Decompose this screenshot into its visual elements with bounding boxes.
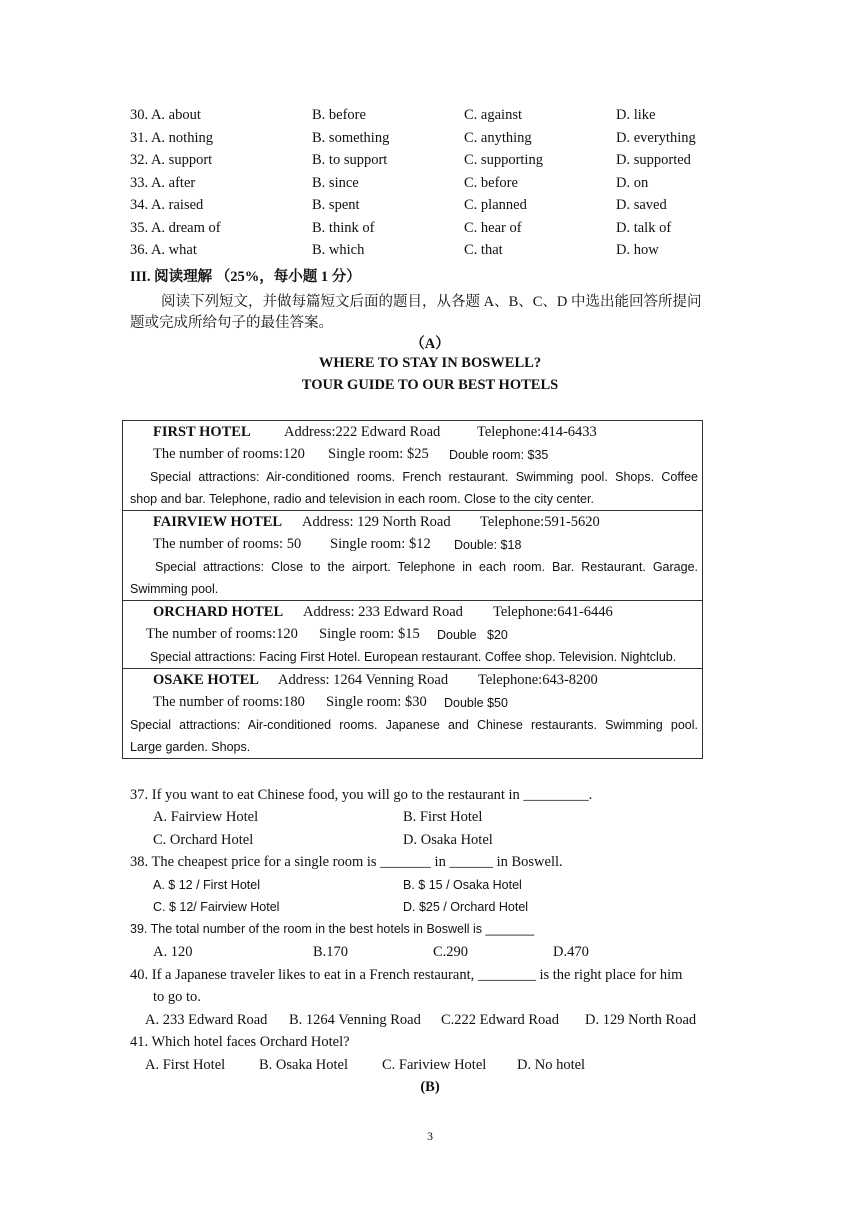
hotel-attractions-cont: Large garden. Shops.	[130, 740, 251, 754]
hotel-telephone: Telephone:414-6433	[477, 424, 597, 440]
question-39: 39. The total number of the room in the best hotels in Boswell is _______	[130, 922, 535, 936]
hotel-rooms: The number of rooms: 50	[153, 536, 302, 552]
q39-option-d: D.470	[553, 944, 589, 960]
option-a: 30. A. about	[130, 107, 201, 123]
option-c: C. that	[464, 242, 503, 258]
hotel-cell-osake	[123, 669, 703, 759]
option-c: C. hear of	[464, 220, 522, 236]
q40-option-b: B. 1264 Venning Road	[289, 1012, 421, 1028]
q41-option-a: A. First Hotel	[145, 1057, 226, 1073]
q38-option-b: B. $ 15 / Osaka Hotel	[403, 878, 522, 892]
question-40: 40. If a Japanese traveler likes to eat in a French restaurant, ________ is the right place for him	[130, 967, 683, 983]
q37-option-b: B. First Hotel	[403, 809, 483, 825]
hotel-address: Address: 129 North Road	[302, 514, 451, 530]
hotel-single: Single room: $12	[330, 536, 431, 552]
hotel-single: Single room: $30	[326, 694, 427, 710]
option-a: 36. A. what	[130, 242, 197, 258]
option-a: 31. A. nothing	[130, 130, 213, 146]
hotel-telephone: Telephone:591-5620	[480, 514, 600, 530]
option-c: C. supporting	[464, 152, 543, 168]
q39-option-a: A. 120	[153, 944, 193, 960]
q40-option-d: D. 129 North Road	[585, 1012, 697, 1028]
hotel-attractions: Special attractions: Close to the airport. Telephone in each room. Bar. Restaurant. Garage.	[155, 560, 698, 574]
passage-title: WHERE TO STAY IN BOSWELL?	[318, 355, 542, 371]
section-instruction-cont: 题或完成所给句子的最佳答案。	[130, 315, 333, 331]
question-40-cont: to go to.	[153, 989, 201, 1005]
option-row	[130, 242, 730, 264]
option-b: B. which	[312, 242, 365, 258]
option-row	[130, 152, 730, 174]
hotel-rooms: The number of rooms:120	[153, 446, 305, 462]
hotel-name: ORCHARD HOTEL	[153, 604, 284, 620]
option-c: C. planned	[464, 197, 527, 213]
option-b: B. think of	[312, 220, 375, 236]
option-d: D. like	[616, 107, 656, 123]
hotel-rooms: The number of rooms:120	[146, 626, 298, 642]
q40-option-c: C.222 Edward Road	[441, 1012, 559, 1028]
question-41: 41. Which hotel faces Orchard Hotel?	[130, 1034, 350, 1050]
section-instruction: 阅读下列短文，并做每篇短文后面的题目，从各题 A、B、C、D 中选出能回答所提问	[161, 294, 702, 310]
hotel-attractions-cont: shop and bar. Telephone, radio and television in each room. Close to the city center.	[130, 492, 594, 506]
section-title: III. 阅读理解 （25%，每小题 1 分）	[130, 269, 361, 285]
option-a: 34. A. raised	[130, 197, 204, 213]
option-d: D. everything	[616, 130, 696, 146]
q39-option-c: C.290	[433, 944, 469, 960]
q38-option-d: D. $25 / Orchard Hotel	[403, 900, 529, 914]
hotel-address: Address: 233 Edward Road	[303, 604, 463, 620]
hotel-rooms: The number of rooms:180	[153, 694, 305, 710]
option-d: D. saved	[616, 197, 667, 213]
option-row	[130, 197, 730, 219]
hotel-address: Address:222 Edward Road	[284, 424, 441, 440]
option-a: 33. A. after	[130, 175, 196, 191]
option-row	[130, 175, 730, 197]
hotel-single: Single room: $25	[328, 446, 429, 462]
option-d: D. how	[616, 242, 659, 258]
q38-option-c: C. $ 12/ Fairview Hotel	[153, 900, 280, 914]
option-b: B. before	[312, 107, 366, 123]
option-d: D. on	[616, 175, 649, 191]
option-b: B. to support	[312, 152, 388, 168]
hotel-double: Double $50	[444, 696, 508, 710]
hotel-cell-first	[123, 421, 703, 511]
option-c: C. anything	[464, 130, 532, 146]
hotel-name: OSAKE HOTEL	[153, 672, 259, 688]
hotel-double: Double room: $35	[449, 448, 549, 462]
hotel-name: FAIRVIEW HOTEL	[153, 514, 283, 530]
option-a: 32. A. support	[130, 152, 213, 168]
option-row	[130, 220, 730, 242]
option-b: B. since	[312, 175, 359, 191]
option-a: 35. A. dream of	[130, 220, 221, 236]
option-b: B. spent	[312, 197, 360, 213]
hotel-single: Single room: $15	[319, 626, 420, 642]
option-d: D. talk of	[616, 220, 672, 236]
hotel-double: Double: $18	[454, 538, 522, 552]
hotel-name: FIRST HOTEL	[153, 424, 251, 440]
hotel-table	[122, 420, 703, 759]
q41-option-c: C. Fariview Hotel	[382, 1057, 487, 1073]
passage-subtitle: TOUR GUIDE TO OUR BEST HOTELS	[301, 377, 559, 393]
option-row	[130, 107, 730, 129]
hotel-address: Address: 1264 Venning Road	[278, 672, 449, 688]
option-b: B. something	[312, 130, 390, 146]
option-c: C. before	[464, 175, 518, 191]
hotel-cell-fairview	[123, 511, 703, 601]
hotel-cell-orchard	[123, 601, 703, 669]
hotel-double: Double $20	[437, 628, 508, 642]
hotel-attractions: Special attractions: Air-conditioned rooms. Japanese and Chinese restaurants. Swimming pool.	[130, 718, 698, 732]
passage-label: （A）	[410, 336, 450, 352]
q37-option-d: D. Osaka Hotel	[403, 832, 493, 848]
hotel-attractions: Special attractions: Air-conditioned rooms. French restaurant. Swimming pool. Shops. Coffee	[150, 470, 698, 484]
page-number: 3	[427, 1129, 433, 1143]
hotel-telephone: Telephone:643-8200	[478, 672, 598, 688]
q41-option-b: B. Osaka Hotel	[259, 1057, 348, 1073]
next-passage-label: (B)	[420, 1079, 440, 1095]
question-37: 37. If you want to eat Chinese food, you will go to the restaurant in _________.	[130, 787, 593, 803]
option-row	[130, 130, 730, 152]
q37-option-a: A. Fairview Hotel	[153, 809, 259, 825]
q41-option-d: D. No hotel	[517, 1057, 586, 1073]
question-38: 38. The cheapest price for a single room is _______ in ______ in Boswell.	[130, 854, 563, 870]
q39-option-b: B.170	[313, 944, 349, 960]
option-d: D. supported	[616, 152, 691, 168]
q37-option-c: C. Orchard Hotel	[153, 832, 254, 848]
hotel-attractions: Special attractions: Facing First Hotel. European restaurant. Coffee shop. Television. Nightclub.	[150, 650, 677, 664]
option-c: C. against	[464, 107, 522, 123]
q38-option-a: A. $ 12 / First Hotel	[153, 878, 260, 892]
q40-option-a: A. 233 Edward Road	[145, 1012, 268, 1028]
hotel-attractions-cont: Swimming pool.	[130, 582, 219, 596]
hotel-telephone: Telephone:641-6446	[493, 604, 613, 620]
